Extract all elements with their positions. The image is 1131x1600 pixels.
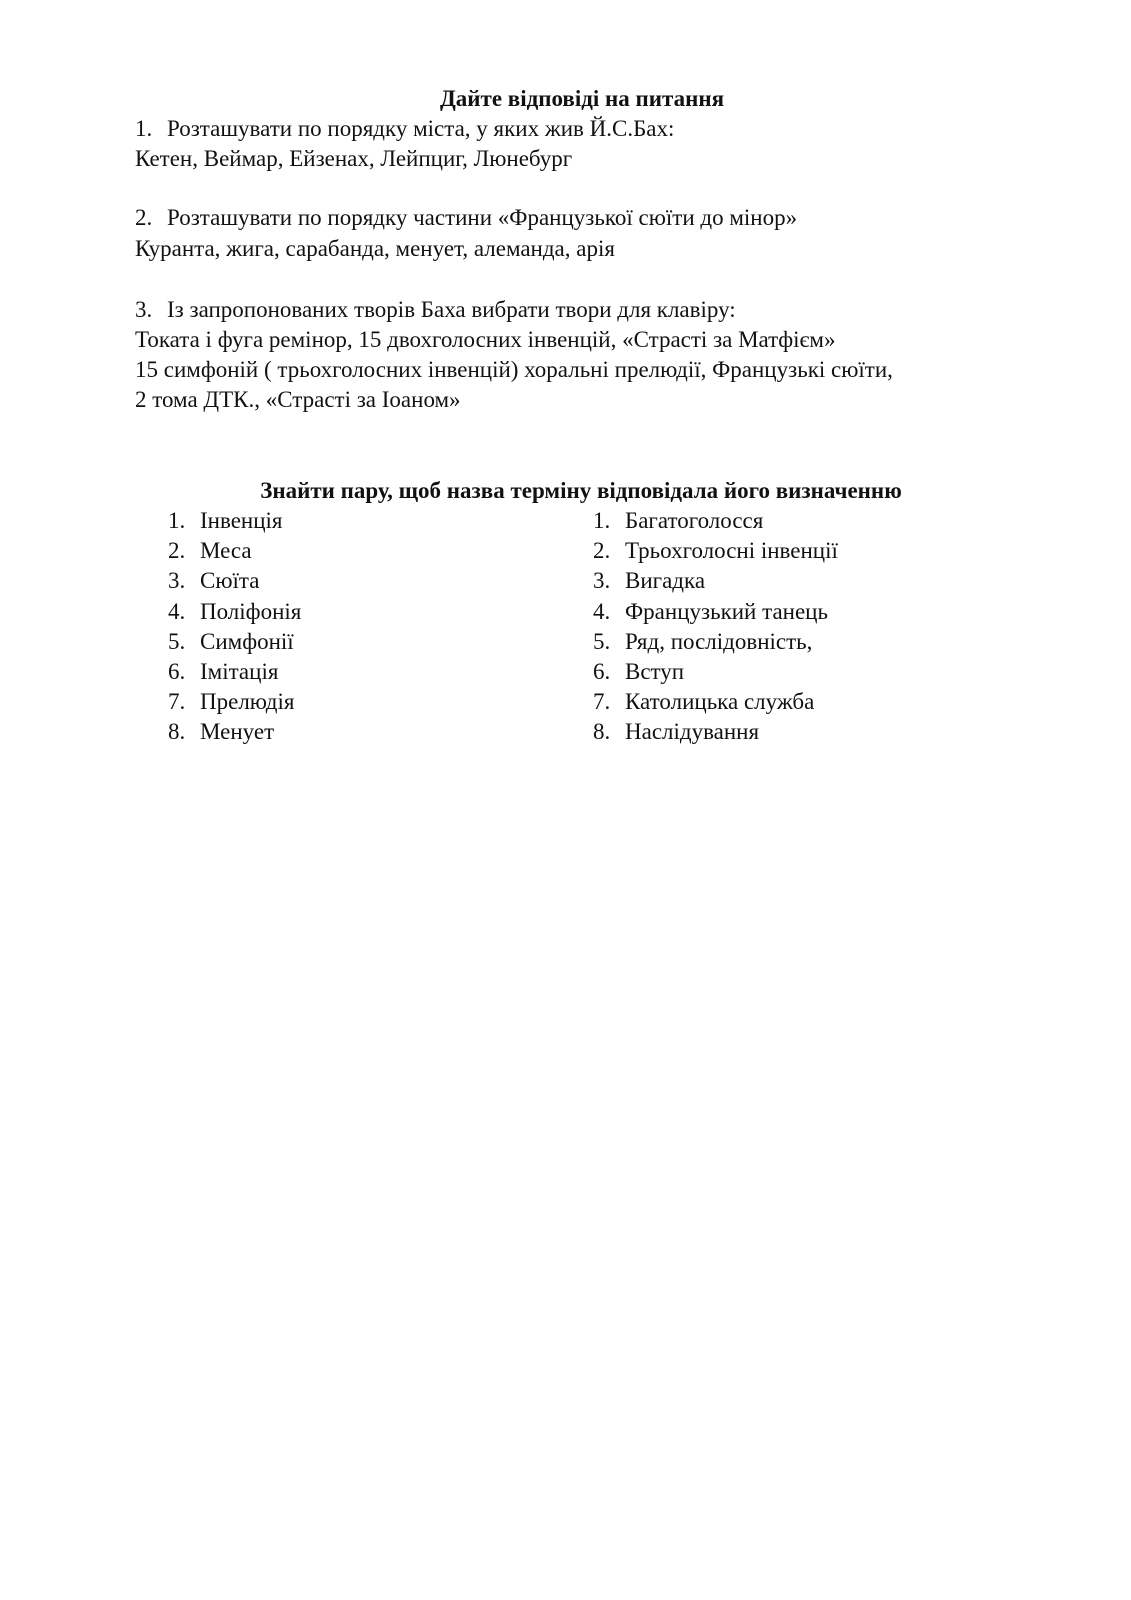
list-item — [593, 657, 838, 687]
list-item — [168, 687, 301, 717]
definition-number: 1. — [593, 508, 611, 533]
list-item — [168, 597, 301, 627]
question-3-answer-line-3: 2 тома ДТК., «Страсті за Іоаном» — [135, 387, 461, 412]
term-number: 8. — [168, 719, 186, 745]
term-text: Прелюдія — [200, 689, 295, 715]
question-1 — [135, 116, 674, 142]
question-1-answer-line: Кетен, Веймар, Ейзенах, Лейпциг, Люнебург — [135, 146, 573, 171]
definition-text: Католицька служба — [625, 689, 815, 715]
list-item — [593, 627, 838, 657]
term-number: 1. — [168, 508, 186, 533]
term-number: 6. — [168, 658, 186, 684]
question-1-prompt: Розташувати по порядку міста, у яких жив Й.С.Бах: — [167, 116, 675, 141]
definition-text: Французький танець — [625, 598, 828, 624]
term-text: Меса — [200, 538, 252, 564]
definition-number: 2. — [593, 538, 611, 564]
list-item — [168, 657, 301, 687]
list-item — [593, 566, 838, 596]
term-text: Симфонії — [200, 628, 294, 654]
section1-title: Дайте відповіді на питання — [439, 86, 725, 111]
question-3-answer-line-2: 15 симфоній ( трьохголосних інвенцій) хоральні прелюдії, Французькі сюїти, — [135, 357, 893, 382]
term-number: 7. — [168, 689, 186, 715]
section2-title: Знайти пару, щоб назва терміну відповідала його визначенню — [260, 478, 902, 503]
term-text: Менует — [200, 719, 275, 745]
question-3-answer-line-1: Токата і фуга ремінор, 15 двохголосних інвенцій, «Страсті за Матфієм» — [135, 327, 836, 352]
term-text: Інвенція — [200, 508, 283, 533]
definition-number: 7. — [593, 689, 611, 715]
list-item — [168, 627, 301, 657]
list-item — [168, 717, 301, 747]
definition-text: Багатоголосся — [625, 508, 764, 533]
term-number: 3. — [168, 568, 186, 594]
definition-number: 5. — [593, 628, 611, 654]
definition-text: Ряд, послідовність, — [625, 628, 813, 654]
term-number: 5. — [168, 628, 186, 654]
list-item — [593, 506, 838, 536]
term-text: Поліфонія — [200, 598, 302, 624]
definition-text: Трьохголосні інвенції — [625, 538, 838, 564]
question-2-prompt: Розташувати по порядку частини «Французької сюїти до мінор» — [167, 205, 798, 230]
definition-text: Наслідування — [625, 719, 760, 745]
term-number: 4. — [168, 598, 186, 624]
definition-text: Вигадка — [625, 568, 706, 594]
definition-number: 3. — [593, 568, 611, 594]
list-item — [593, 536, 838, 566]
question-2-answer-line: Куранта, жига, сарабанда, менует, алеманда, арія — [135, 236, 615, 261]
list-item — [168, 536, 301, 566]
definition-text: Вступ — [625, 658, 685, 684]
list-item — [593, 717, 838, 747]
question-2 — [135, 205, 797, 231]
list-item — [168, 566, 301, 596]
definition-number: 6. — [593, 658, 611, 684]
list-item — [593, 597, 838, 627]
list-item — [593, 687, 838, 717]
question-1-number: 1. — [135, 116, 153, 141]
terms-list — [168, 506, 301, 748]
question-3-prompt: Із запропонованих творів Баха вибрати твори для клавіру: — [167, 297, 736, 322]
term-number: 2. — [168, 538, 186, 564]
term-text: Імітація — [200, 658, 279, 684]
question-3-number: 3. — [135, 297, 153, 322]
question-2-number: 2. — [135, 205, 153, 230]
definitions-list — [593, 506, 838, 748]
definition-number: 4. — [593, 598, 611, 624]
term-text: Сюїта — [200, 568, 260, 594]
definition-number: 8. — [593, 719, 611, 745]
list-item — [168, 506, 301, 536]
question-3 — [135, 297, 736, 323]
